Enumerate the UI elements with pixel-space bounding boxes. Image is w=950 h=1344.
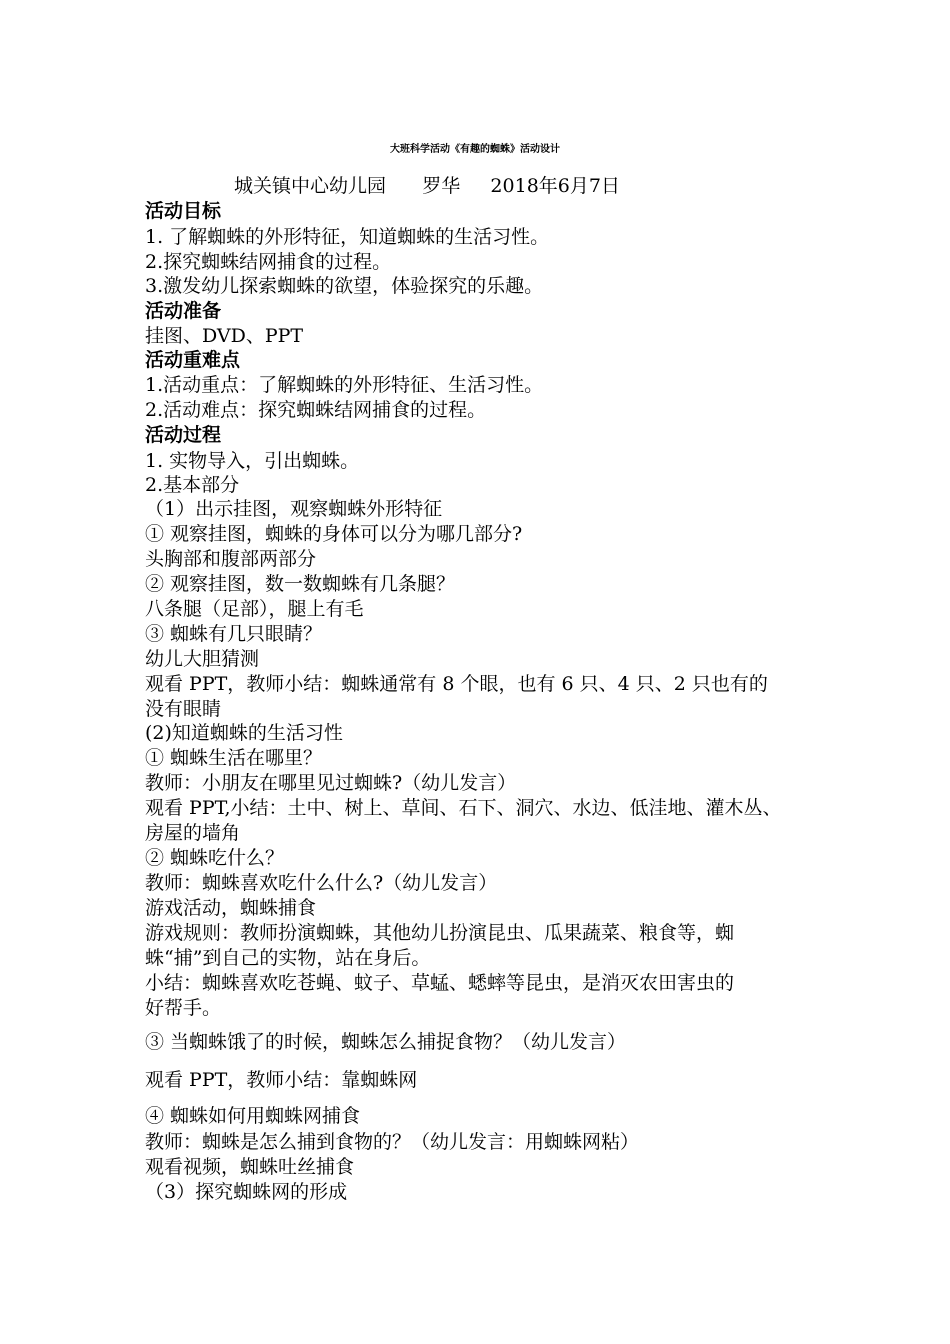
body-line: 教师：蜘蛛喜欢吃什么什么?（幼儿发言） [145, 872, 498, 894]
body-line: 观看视频，蜘蛛吐丝捕食 [145, 1156, 355, 1178]
body-line: ③ 蜘蛛有几只眼睛？ [145, 623, 323, 645]
body-line: 教师：小朋友在哪里见过蜘蛛?（幼儿发言） [145, 772, 517, 794]
body-line: 观看 PPT,小结：土中、树上、草间、石下、洞穴、水边、低洼地、灌木丛、 [145, 797, 782, 819]
body-line: 小结：蜘蛛喜欢吃苍蝇、蚊子、草蜢、蟋蟀等昆虫，是消灭农田害虫的 [145, 972, 735, 994]
section-heading-key-points: 活动重难点 [145, 349, 241, 371]
body-line: ④ 蜘蛛如何用蜘蛛网捕食 [145, 1105, 361, 1127]
body-line: 八条腿（足部），腿上有毛 [145, 598, 364, 620]
body-line: 3.激发幼儿探索蜘蛛的欲望，体验探究的乐趣。 [145, 275, 544, 297]
body-line: 2.活动难点：探究蜘蛛结网捕食的过程。 [145, 399, 487, 421]
body-line: ② 观察挂图，数一数蜘蛛有几条腿？ [145, 573, 456, 595]
document-byline: 城关镇中心幼儿园 罗华 2018年6月7日 [234, 175, 620, 197]
body-line: 游戏规则：教师扮演蜘蛛，其他幼儿扮演昆虫、瓜果蔬菜、粮食等，蜘 [145, 922, 735, 944]
body-line: 挂图、DVD、PPT [145, 325, 304, 347]
body-line: （1）出示挂图，观察蜘蛛外形特征 [145, 498, 443, 520]
body-line: 头胸部和腹部两部分 [145, 548, 317, 570]
section-heading-goals: 活动目标 [145, 200, 222, 222]
body-line: 幼儿大胆猜测 [145, 648, 260, 670]
body-line: ② 蜘蛛吃什么？ [145, 847, 285, 869]
document-title: 大班科学活动《有趣的蜘蛛》活动设计 [390, 144, 560, 155]
body-line: 蛛“捕”到自己的实物，站在身后。 [145, 947, 431, 969]
body-line: ① 观察挂图，蜘蛛的身体可以分为哪几部分? [145, 523, 523, 545]
body-line: 游戏活动，蜘蛛捕食 [145, 897, 317, 919]
body-line: （3）探究蜘蛛网的形成 [145, 1181, 348, 1203]
body-line: ① 蜘蛛生活在哪里？ [145, 747, 323, 769]
body-line: 教师：蜘蛛是怎么捕到食物的？（幼儿发言：用蜘蛛网粘） [145, 1131, 640, 1153]
body-line: 1. 了解蜘蛛的外形特征，知道蜘蛛的生活习性。 [145, 226, 550, 248]
body-line: (2)知道蜘蛛的生活习性 [145, 722, 343, 744]
body-line: 1.活动重点：了解蜘蛛的外形特征、生活习性。 [145, 374, 544, 396]
section-heading-preparation: 活动准备 [145, 300, 222, 322]
section-heading-process: 活动过程 [145, 424, 222, 446]
body-line: 1. 实物导入，引出蜘蛛。 [145, 450, 360, 472]
body-line: 观看 PPT，教师小结：靠蜘蛛网 [145, 1069, 418, 1091]
body-line: 没有眼睛 [145, 698, 222, 720]
body-line: 观看 PPT，教师小结：蜘蛛通常有 8 个眼，也有 6 只、4 只、2 只也有的 [145, 673, 768, 695]
body-line: 好帮手。 [145, 997, 222, 1019]
body-line: 房屋的墙角 [145, 822, 241, 844]
body-line: 2.探究蜘蛛结网捕食的过程。 [145, 251, 392, 273]
body-line: ③ 当蜘蛛饿了的时候，蜘蛛怎么捕捉食物？（幼儿发言） [145, 1031, 627, 1053]
body-line: 2.基本部分 [145, 474, 240, 496]
